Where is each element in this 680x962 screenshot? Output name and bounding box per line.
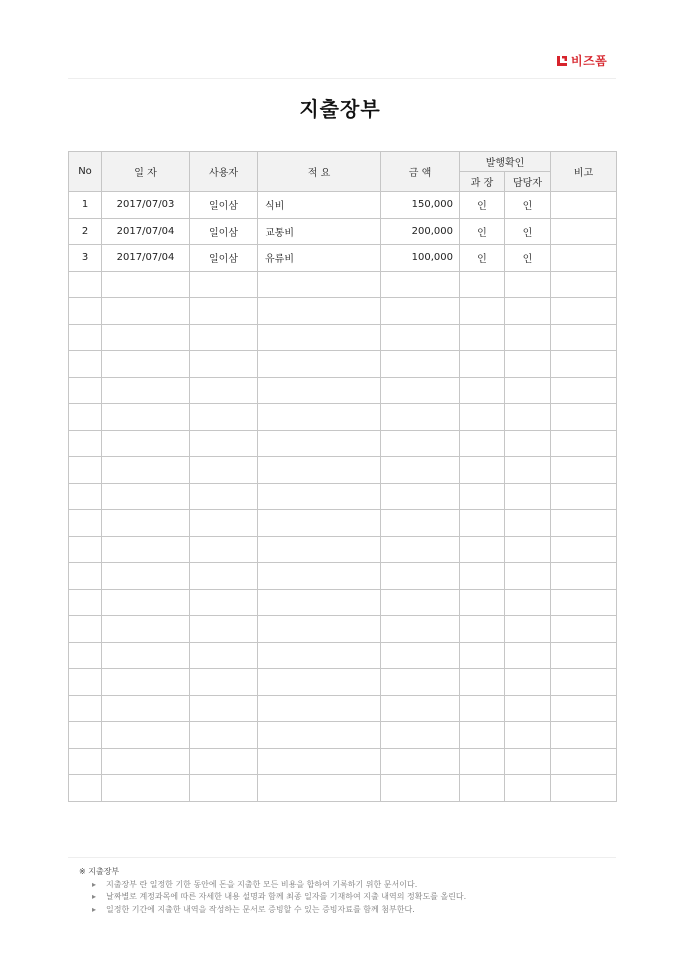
cell-amount: [381, 483, 460, 510]
cell-staff-seal: [505, 351, 551, 378]
cell-staff-seal: [505, 404, 551, 431]
cell-description: [258, 483, 381, 510]
cell-user: [190, 510, 258, 537]
cell-user: [190, 430, 258, 457]
cell-amount: [381, 695, 460, 722]
cell-user: [190, 775, 258, 802]
empty-table-row: [69, 271, 617, 298]
cell-date: [102, 298, 190, 325]
cell-manager-seal: [460, 324, 505, 351]
cell-staff-seal: [505, 483, 551, 510]
cell-no: [69, 775, 102, 802]
empty-table-row: [69, 589, 617, 616]
cell-manager-seal: [460, 563, 505, 590]
cell-amount: [381, 457, 460, 484]
cell-manager-seal: [460, 271, 505, 298]
cell-staff-seal: [505, 536, 551, 563]
cell-date: [102, 748, 190, 775]
cell-no: [69, 298, 102, 325]
cell-description: 교통비: [258, 218, 381, 245]
cell-description: [258, 642, 381, 669]
cell-user: [190, 563, 258, 590]
cell-user: [190, 616, 258, 643]
cell-date: [102, 377, 190, 404]
cell-date: [102, 430, 190, 457]
table-row: [69, 218, 617, 245]
cell-user: [190, 695, 258, 722]
cell-staff-seal: [505, 430, 551, 457]
cell-amount: [381, 722, 460, 749]
cell-staff-seal: [505, 457, 551, 484]
cell-no: [69, 324, 102, 351]
cell-amount: [381, 430, 460, 457]
cell-no: [69, 510, 102, 537]
cell-description: [258, 563, 381, 590]
cell-staff-seal: [505, 775, 551, 802]
cell-amount: [381, 775, 460, 802]
bottom-divider: [68, 857, 616, 858]
cell-no: [69, 695, 102, 722]
cell-date: [102, 642, 190, 669]
notes-title: ※ 지출장부: [79, 867, 120, 876]
cell-manager-seal: [460, 669, 505, 696]
header-manager: 과 장: [460, 172, 505, 192]
cell-remark: [551, 324, 617, 351]
cell-manager-seal: [460, 298, 505, 325]
cell-amount: [381, 324, 460, 351]
cell-amount: 200,000: [381, 218, 460, 245]
cell-user: [190, 748, 258, 775]
cell-staff-seal: [505, 324, 551, 351]
note-item: [79, 891, 466, 904]
cell-staff-seal: [505, 722, 551, 749]
cell-no: [69, 430, 102, 457]
empty-table-row: [69, 616, 617, 643]
cell-remark: [551, 722, 617, 749]
cell-remark: [551, 457, 617, 484]
cell-description: [258, 722, 381, 749]
empty-table-row: [69, 510, 617, 537]
cell-remark: [551, 483, 617, 510]
expense-ledger-table: [68, 151, 617, 802]
cell-remark: [551, 669, 617, 696]
notes-section: [79, 866, 466, 916]
cell-amount: [381, 642, 460, 669]
empty-table-row: [69, 430, 617, 457]
cell-manager-seal: [460, 695, 505, 722]
cell-manager-seal: [460, 351, 505, 378]
cell-no: [69, 404, 102, 431]
header-date: 일 자: [102, 152, 190, 192]
cell-no: 2: [69, 218, 102, 245]
header-description: 적 요: [258, 152, 381, 192]
cell-date: [102, 483, 190, 510]
cell-staff-seal: [505, 748, 551, 775]
cell-manager-seal: [460, 510, 505, 537]
cell-staff-seal: [505, 695, 551, 722]
cell-remark: [551, 589, 617, 616]
cell-staff-seal: 인: [505, 218, 551, 245]
cell-date: [102, 351, 190, 378]
cell-manager-seal: [460, 483, 505, 510]
cell-staff-seal: [505, 563, 551, 590]
cell-no: [69, 563, 102, 590]
cell-remark: [551, 218, 617, 245]
cell-user: [190, 483, 258, 510]
cell-manager-seal: [460, 536, 505, 563]
header-user: 사용자: [190, 152, 258, 192]
cell-no: [69, 589, 102, 616]
cell-amount: [381, 589, 460, 616]
cell-amount: [381, 563, 460, 590]
table-row: [69, 245, 617, 272]
cell-user: [190, 404, 258, 431]
cell-staff-seal: [505, 271, 551, 298]
cell-description: [258, 589, 381, 616]
cell-remark: [551, 695, 617, 722]
cell-user: [190, 377, 258, 404]
cell-remark: [551, 298, 617, 325]
empty-table-row: [69, 775, 617, 802]
ledger-body: [69, 192, 617, 802]
cell-no: [69, 748, 102, 775]
note-item: [79, 904, 466, 917]
cell-user: [190, 351, 258, 378]
cell-manager-seal: [460, 404, 505, 431]
cell-no: [69, 271, 102, 298]
cell-date: [102, 669, 190, 696]
cell-remark: [551, 510, 617, 537]
cell-date: [102, 457, 190, 484]
cell-staff-seal: [505, 589, 551, 616]
header-remark: 비고: [551, 152, 617, 192]
cell-description: [258, 324, 381, 351]
cell-no: 3: [69, 245, 102, 272]
table-row: [69, 192, 617, 219]
note-text: 지출장부 란 일정한 기한 동안에 돈을 지출한 모든 비용을 합하여 기록하기 위한 문서이다.: [106, 879, 418, 889]
empty-table-row: [69, 748, 617, 775]
cell-staff-seal: [505, 510, 551, 537]
cell-user: [190, 324, 258, 351]
bizforms-logo-icon: [556, 55, 568, 67]
cell-description: [258, 457, 381, 484]
cell-description: [258, 351, 381, 378]
empty-table-row: [69, 536, 617, 563]
cell-date: [102, 722, 190, 749]
cell-staff-seal: 인: [505, 192, 551, 219]
cell-user: [190, 642, 258, 669]
cell-no: [69, 642, 102, 669]
empty-table-row: [69, 298, 617, 325]
cell-user: 일이삼: [190, 245, 258, 272]
page-title: 지출장부: [299, 97, 381, 121]
cell-amount: [381, 404, 460, 431]
cell-no: [69, 377, 102, 404]
cell-date: 2017/07/04: [102, 245, 190, 272]
empty-table-row: [69, 377, 617, 404]
cell-amount: [381, 351, 460, 378]
cell-user: [190, 669, 258, 696]
cell-amount: 150,000: [381, 192, 460, 219]
cell-remark: [551, 192, 617, 219]
cell-date: 2017/07/04: [102, 218, 190, 245]
cell-manager-seal: 인: [460, 192, 505, 219]
cell-user: [190, 536, 258, 563]
cell-remark: [551, 351, 617, 378]
cell-staff-seal: [505, 377, 551, 404]
bullet-icon: ▸: [92, 904, 97, 914]
cell-amount: [381, 510, 460, 537]
cell-date: [102, 616, 190, 643]
brand-name: 비즈폼: [571, 54, 608, 68]
cell-date: 2017/07/03: [102, 192, 190, 219]
empty-table-row: [69, 404, 617, 431]
cell-remark: [551, 404, 617, 431]
note-text: 일정한 기간에 지출한 내역을 작성하는 문서로 증빙할 수 있는 증빙자료를 함께 첨부한다.: [106, 904, 415, 914]
bullet-icon: ▸: [92, 892, 97, 901]
cell-date: [102, 589, 190, 616]
cell-manager-seal: [460, 457, 505, 484]
cell-description: 식비: [258, 192, 381, 219]
cell-amount: 100,000: [381, 245, 460, 272]
empty-table-row: [69, 324, 617, 351]
cell-remark: [551, 748, 617, 775]
cell-date: [102, 404, 190, 431]
cell-no: [69, 457, 102, 484]
header-amount: 금 액: [381, 152, 460, 192]
empty-table-row: [69, 563, 617, 590]
cell-description: [258, 404, 381, 431]
cell-amount: [381, 536, 460, 563]
header-staff: 담당자: [505, 172, 551, 192]
cell-staff-seal: [505, 616, 551, 643]
cell-manager-seal: [460, 589, 505, 616]
cell-amount: [381, 748, 460, 775]
cell-amount: [381, 377, 460, 404]
cell-manager-seal: [460, 377, 505, 404]
cell-remark: [551, 775, 617, 802]
cell-user: [190, 722, 258, 749]
cell-remark: [551, 642, 617, 669]
cell-manager-seal: [460, 430, 505, 457]
note-text: 날짜별로 계정과목에 따른 자세한 내용 설명과 함께 최종 일자를 기재하여 지출 내역의 정확도를 올린다.: [106, 892, 467, 901]
header-issue-confirm: 발행확인: [460, 152, 551, 172]
cell-remark: [551, 245, 617, 272]
header-no: No: [69, 152, 102, 192]
cell-staff-seal: 인: [505, 245, 551, 272]
cell-date: [102, 324, 190, 351]
empty-table-row: [69, 669, 617, 696]
cell-description: [258, 669, 381, 696]
cell-manager-seal: [460, 616, 505, 643]
cell-no: [69, 616, 102, 643]
cell-staff-seal: [505, 669, 551, 696]
cell-manager-seal: [460, 775, 505, 802]
empty-table-row: [69, 642, 617, 669]
cell-manager-seal: 인: [460, 245, 505, 272]
cell-remark: [551, 536, 617, 563]
empty-table-row: [69, 722, 617, 749]
cell-no: [69, 536, 102, 563]
note-item: [79, 879, 466, 892]
cell-user: [190, 271, 258, 298]
cell-description: [258, 616, 381, 643]
empty-table-row: [69, 483, 617, 510]
cell-manager-seal: [460, 642, 505, 669]
notes-lines: [79, 879, 466, 917]
cell-no: [69, 351, 102, 378]
cell-no: [69, 483, 102, 510]
cell-no: 1: [69, 192, 102, 219]
cell-amount: [381, 616, 460, 643]
cell-no: [69, 722, 102, 749]
cell-description: [258, 695, 381, 722]
cell-description: [258, 536, 381, 563]
cell-remark: [551, 377, 617, 404]
cell-user: [190, 298, 258, 325]
cell-amount: [381, 298, 460, 325]
bullet-icon: ▸: [92, 879, 97, 889]
cell-user: [190, 589, 258, 616]
cell-date: [102, 775, 190, 802]
cell-date: [102, 271, 190, 298]
cell-date: [102, 563, 190, 590]
cell-description: [258, 775, 381, 802]
cell-staff-seal: [505, 298, 551, 325]
cell-user: 일이삼: [190, 218, 258, 245]
cell-date: [102, 510, 190, 537]
cell-description: [258, 271, 381, 298]
cell-user: [190, 457, 258, 484]
cell-remark: [551, 616, 617, 643]
cell-manager-seal: [460, 748, 505, 775]
cell-date: [102, 695, 190, 722]
cell-remark: [551, 563, 617, 590]
cell-description: [258, 430, 381, 457]
cell-description: 유류비: [258, 245, 381, 272]
top-divider: [68, 78, 616, 79]
cell-description: [258, 298, 381, 325]
empty-table-row: [69, 457, 617, 484]
cell-manager-seal: 인: [460, 218, 505, 245]
cell-description: [258, 377, 381, 404]
cell-description: [258, 510, 381, 537]
cell-no: [69, 669, 102, 696]
cell-description: [258, 748, 381, 775]
brand-logo: [556, 52, 607, 69]
cell-user: 일이삼: [190, 192, 258, 219]
cell-amount: [381, 669, 460, 696]
cell-manager-seal: [460, 722, 505, 749]
cell-amount: [381, 271, 460, 298]
cell-remark: [551, 271, 617, 298]
cell-staff-seal: [505, 642, 551, 669]
empty-table-row: [69, 695, 617, 722]
cell-remark: [551, 430, 617, 457]
empty-table-row: [69, 351, 617, 378]
cell-date: [102, 536, 190, 563]
